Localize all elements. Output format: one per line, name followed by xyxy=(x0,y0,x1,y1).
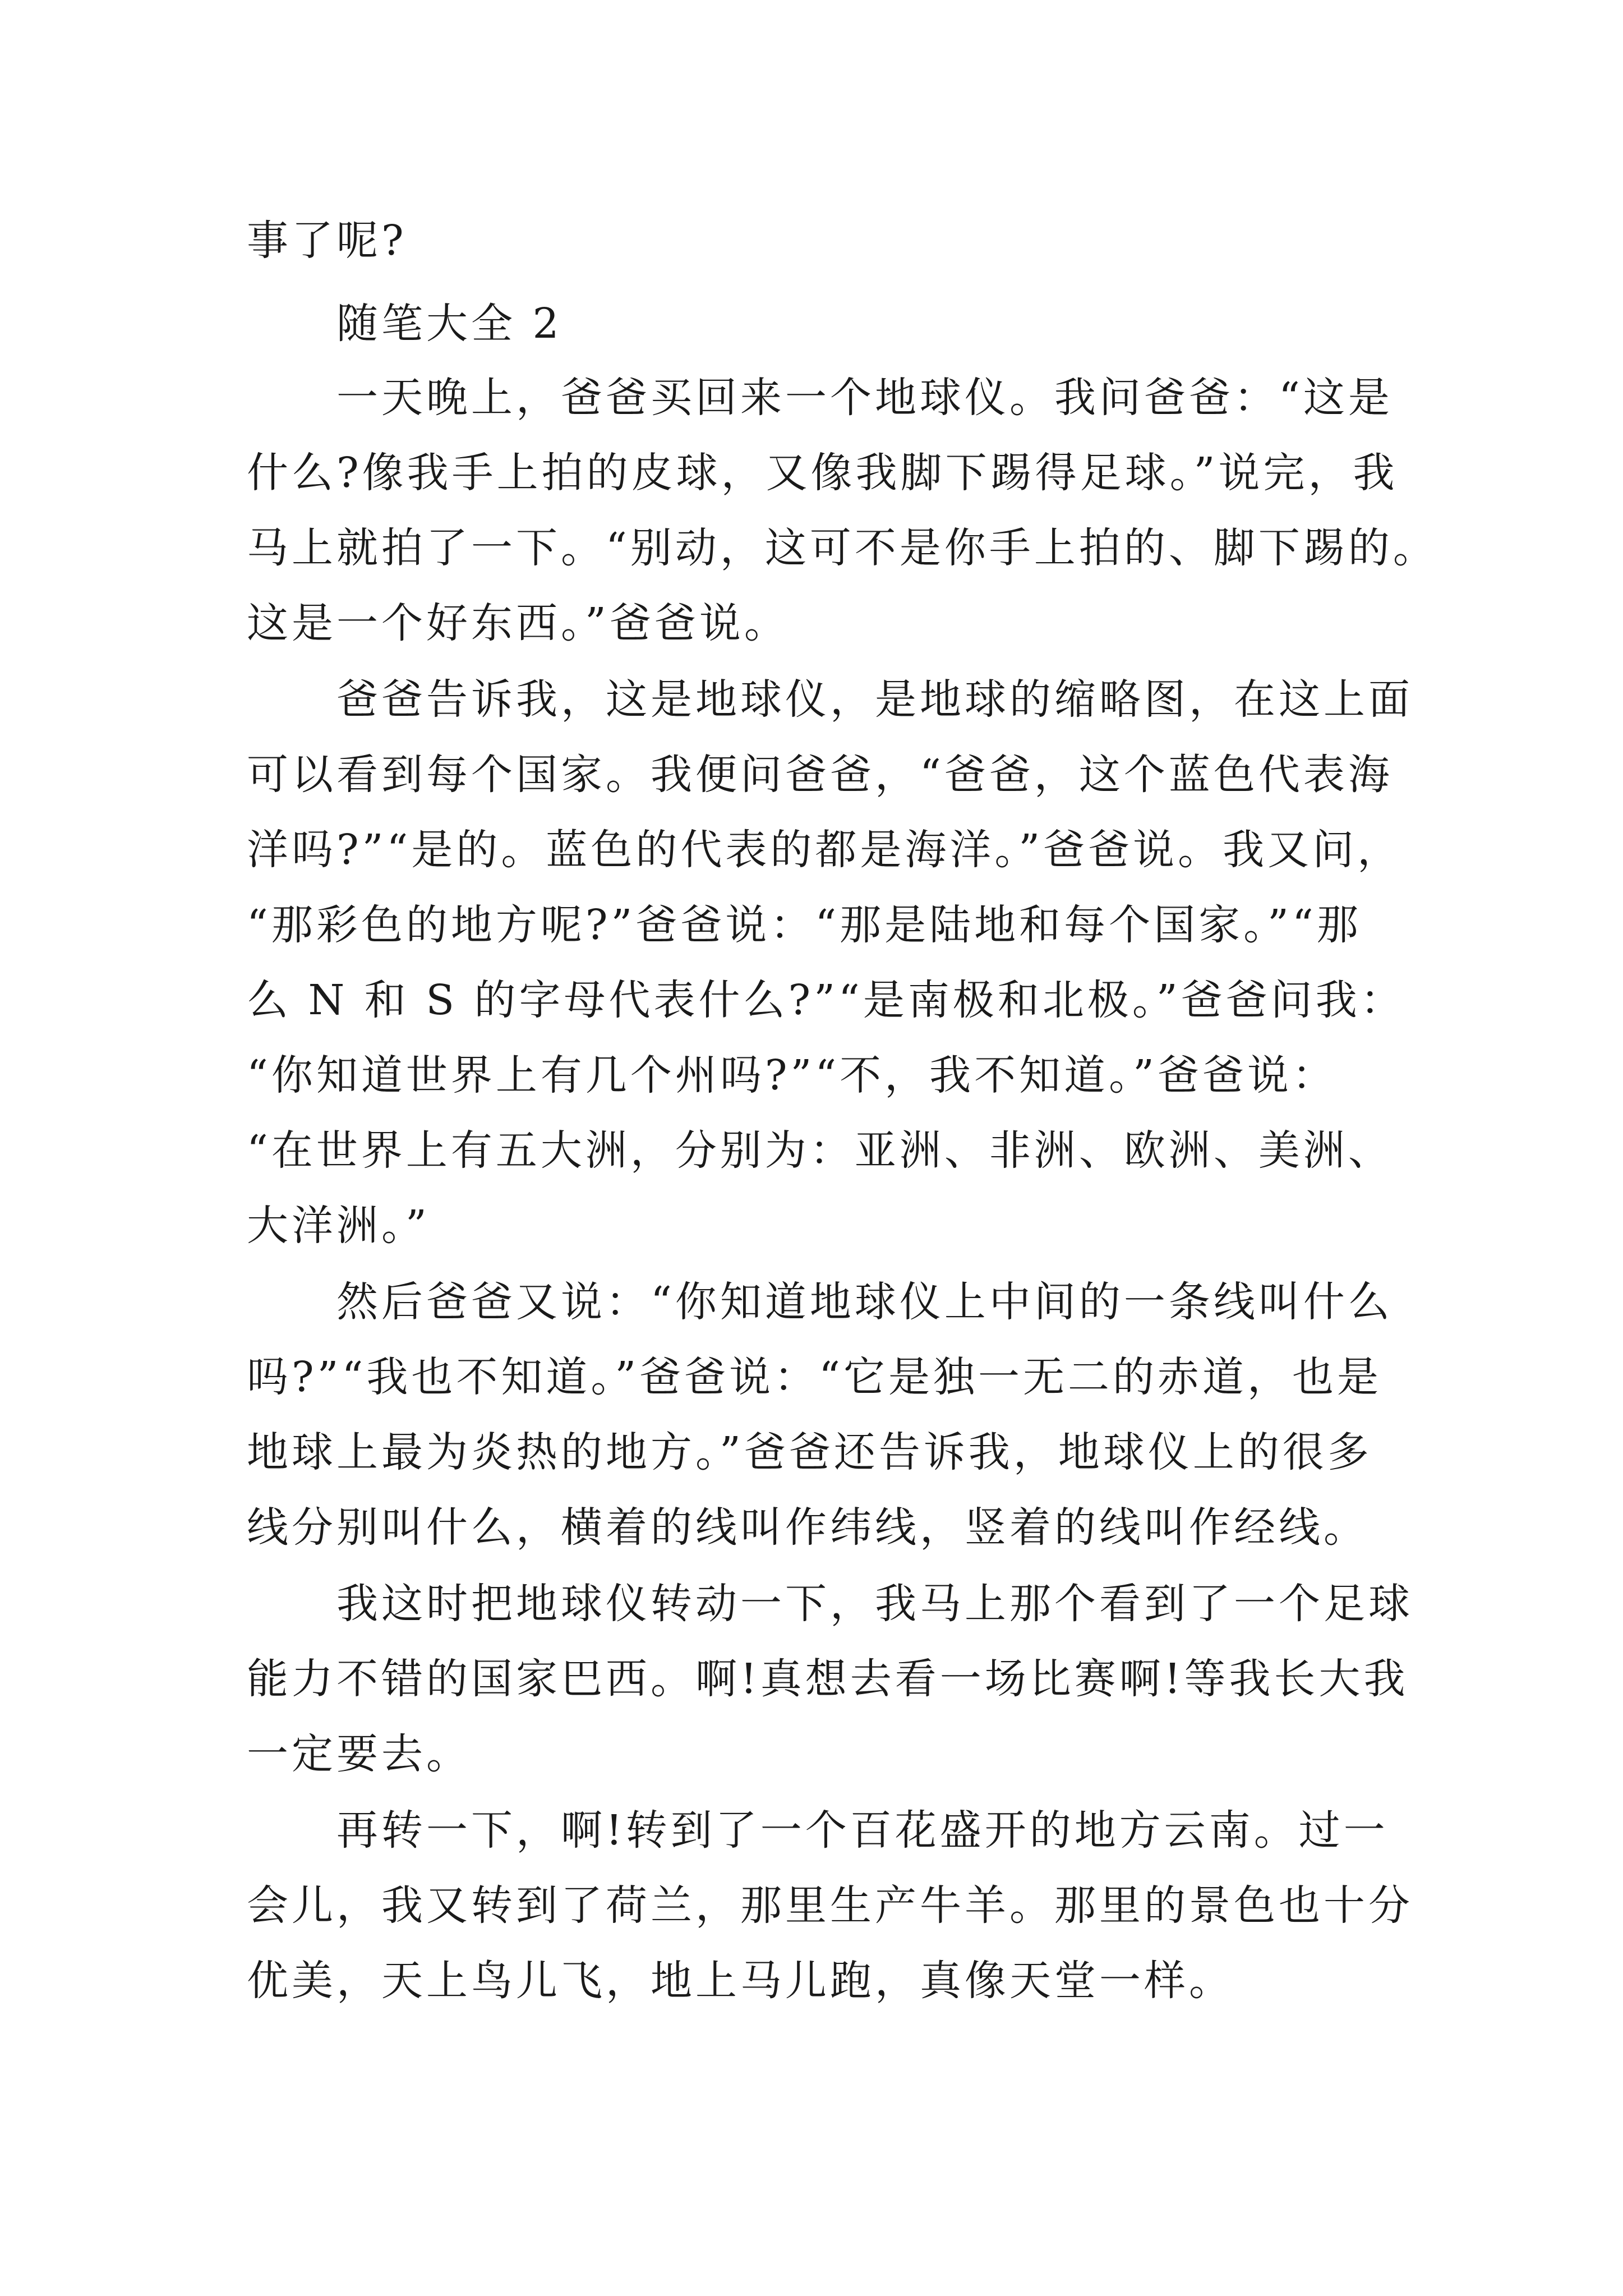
text-line: 洋吗?”“是的。蓝色的代表的都是海洋。”爸爸说。我又问， xyxy=(247,826,1403,874)
text-line: 会儿，我又转到了荷兰，那里生产牛羊。那里的景色也十分 xyxy=(247,1881,1413,1930)
text-line: 爸爸告诉我，这是地球仪，是地球的缩略图，在这上面 xyxy=(336,675,1413,724)
text-line: 一定要去。 xyxy=(247,1730,471,1778)
text-line: 什么?像我手上拍的皮球，又像我脚下踢得足球。”说完，我 xyxy=(247,449,1398,497)
text-line: 马上就拍了一下。“别动，这可不是你手上拍的、脚下踢的。 xyxy=(247,524,1438,572)
text-line: 吗?”“我也不知道。”爸爸说：“它是独一无二的赤道，也是 xyxy=(247,1353,1382,1401)
text-line: 一天晚上，爸爸买回来一个地球仪。我问爸爸：“这是 xyxy=(336,374,1393,422)
text-line: 这是一个好东西。”爸爸说。 xyxy=(247,599,789,647)
text-line: 然后爸爸又说：“你知道地球仪上中间的一条线叫什么 xyxy=(336,1278,1393,1326)
text-line: “那彩色的地方呢?”爸爸说：“那是陆地和每个国家。”“那 xyxy=(247,901,1362,949)
text-line: 大洋洲。” xyxy=(247,1202,430,1250)
text-line: 再转一下，啊!转到了一个百花盛开的地方云南。过一 xyxy=(336,1806,1389,1855)
text-line: “你知道世界上有几个州吗?”“不，我不知道。”爸爸说： xyxy=(247,1051,1337,1099)
text-line: 优美，天上鸟儿飞，地上马儿跑，真像天堂一样。 xyxy=(247,1957,1234,2005)
text-line: 事了呢? xyxy=(247,217,407,265)
text-line: 能力不错的国家巴西。啊!真想去看一场比赛啊!等我长大我 xyxy=(247,1655,1409,1703)
text-line: “在世界上有五大洲，分别为：亚洲、非洲、欧洲、美洲、 xyxy=(247,1126,1393,1175)
text-line: 可以看到每个国家。我便问爸爸，“爸爸，这个蓝色代表海 xyxy=(247,751,1393,799)
text-line: 我这时把地球仪转动一下，我马上那个看到了一个足球 xyxy=(336,1580,1413,1628)
section-heading: 随笔大全 2 xyxy=(336,300,562,348)
text-line: 地球上最为炎热的地方。”爸爸还告诉我，地球仪上的很多 xyxy=(247,1428,1372,1476)
text-line: 线分别叫什么，横着的线叫作纬线，竖着的线叫作经线。 xyxy=(247,1503,1368,1552)
text-line: 么 N 和 S 的字母代表什么?”“是南极和北极。”爸爸问我： xyxy=(247,976,1405,1024)
